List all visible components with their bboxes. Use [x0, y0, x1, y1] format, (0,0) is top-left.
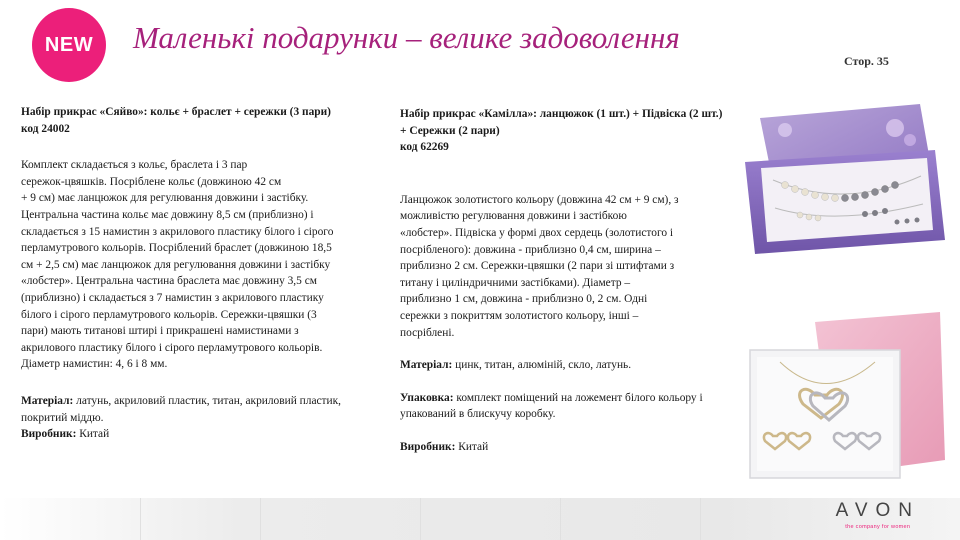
product-material — [400, 357, 730, 374]
description-line: приблизно 1 см, довжина - приблизно 0, 2 см. Одні — [400, 293, 648, 306]
description-line: можливістю регулювання довжини і застібкою — [400, 210, 627, 223]
description-line: білого і сірого перламутрового кольорів. Сережки-цвяшки (3 — [21, 308, 317, 321]
description-line: посрібленого): довжина - приблизно 0,4 см, ширина – — [400, 243, 661, 256]
product-description — [21, 157, 378, 373]
product-package — [400, 390, 730, 423]
description-line: Комплект складається з кольє, браслета і 3 пар — [21, 159, 248, 172]
product-maker — [21, 426, 378, 443]
description-line: «лобстер». Підвіска у формі двох сердець (золотистого і — [400, 226, 674, 239]
product-code: код 62269 — [400, 141, 449, 154]
description-line: Діаметр намистин: 4, 6 і 8 мм. — [21, 358, 168, 371]
description-line: перламутрового кольорів. Посріблений браслет (довжиною 18,5 — [21, 242, 332, 255]
maker-value: Китай — [455, 440, 489, 453]
maker-label: Виробник: — [400, 440, 456, 453]
description-line: посріблені. — [400, 326, 455, 339]
description-line: сережок-цвяшків. Посріблене кольє (довжиною 42 см — [21, 175, 282, 188]
product-kamilla — [400, 106, 730, 456]
description-line: акрилового пластику білого і сірого перламутрового кольорів. — [21, 341, 323, 354]
description-line: складається з 15 намистин з акрилового пластику білого і сірого — [21, 225, 334, 238]
page-number: Стор. 35 — [844, 54, 889, 68]
material-label: Матеріал: — [400, 359, 453, 372]
product-heading: Набір прикрас «Камілла»: ланцюжок (1 шт.) + Підвіска (2 шт.) + Сережки (2 пари) — [400, 108, 723, 137]
material-value: латунь, акриловий пластик, титан, акриловий пластик, покритий міддю. — [21, 394, 342, 424]
product-material — [21, 393, 378, 426]
new-badge-label: NEW — [44, 33, 94, 56]
description-line: + 9 см) має ланцюжок для регулювання довжини і застібку. — [21, 192, 309, 205]
package-value: комплект поміщений на ложемент білого кольору і упакований в блискучу коробку. — [400, 391, 703, 421]
avon-logo — [836, 500, 920, 530]
material-label: Матеріал: — [21, 394, 74, 407]
maker-value: Китай — [76, 428, 110, 441]
package-label: Упаковка: — [400, 391, 454, 404]
product-code: код 24002 — [21, 122, 70, 135]
description-line: приблизно 2 см. Сережки-цвяшки (2 пари зі штифтами з — [400, 260, 675, 273]
description-line: см + 2,5 см) має ланцюжок для регулювання довжини і застібку — [21, 258, 331, 271]
brand-tagline: the company for women — [845, 524, 911, 530]
description-line: сережки з покриттям золотистого кольору, інші – — [400, 309, 639, 322]
product-maker — [400, 439, 730, 456]
material-value: цинк, титан, алюміній, скло, латунь. — [452, 359, 632, 372]
page-title: Маленькі подарунки – велике задоволення — [133, 20, 680, 55]
description-line: титану і циліндричними застібками). Діаметр – — [400, 276, 631, 289]
description-line: Ланцюжок золотистого кольору (довжина 42 см + 9 см), з — [400, 193, 679, 206]
description-line: Центральна частина кольє має довжину 8,5 см (приблизно) і — [21, 208, 314, 221]
kamilla-set-image — [745, 310, 945, 485]
description-line: (приблизно) і складається з 7 намистин з акрилового пластику — [21, 291, 324, 304]
sayvo-set-image — [745, 100, 945, 270]
brand-name: AVON — [835, 500, 920, 521]
product-description — [400, 192, 730, 341]
new-badge — [32, 8, 106, 82]
maker-label: Виробник: — [21, 428, 77, 441]
product-heading: Набір прикрас «Сяйво»: кольє + браслет + сережки (3 пари) — [21, 106, 331, 118]
description-line: «лобстер». Центральна частина браслета має довжину 3,5 см — [21, 275, 317, 288]
description-line: пари) мають титанові штирі і прикрашені намистинами з — [21, 325, 299, 338]
footer-band — [0, 498, 960, 540]
product-sayvo — [21, 104, 378, 443]
